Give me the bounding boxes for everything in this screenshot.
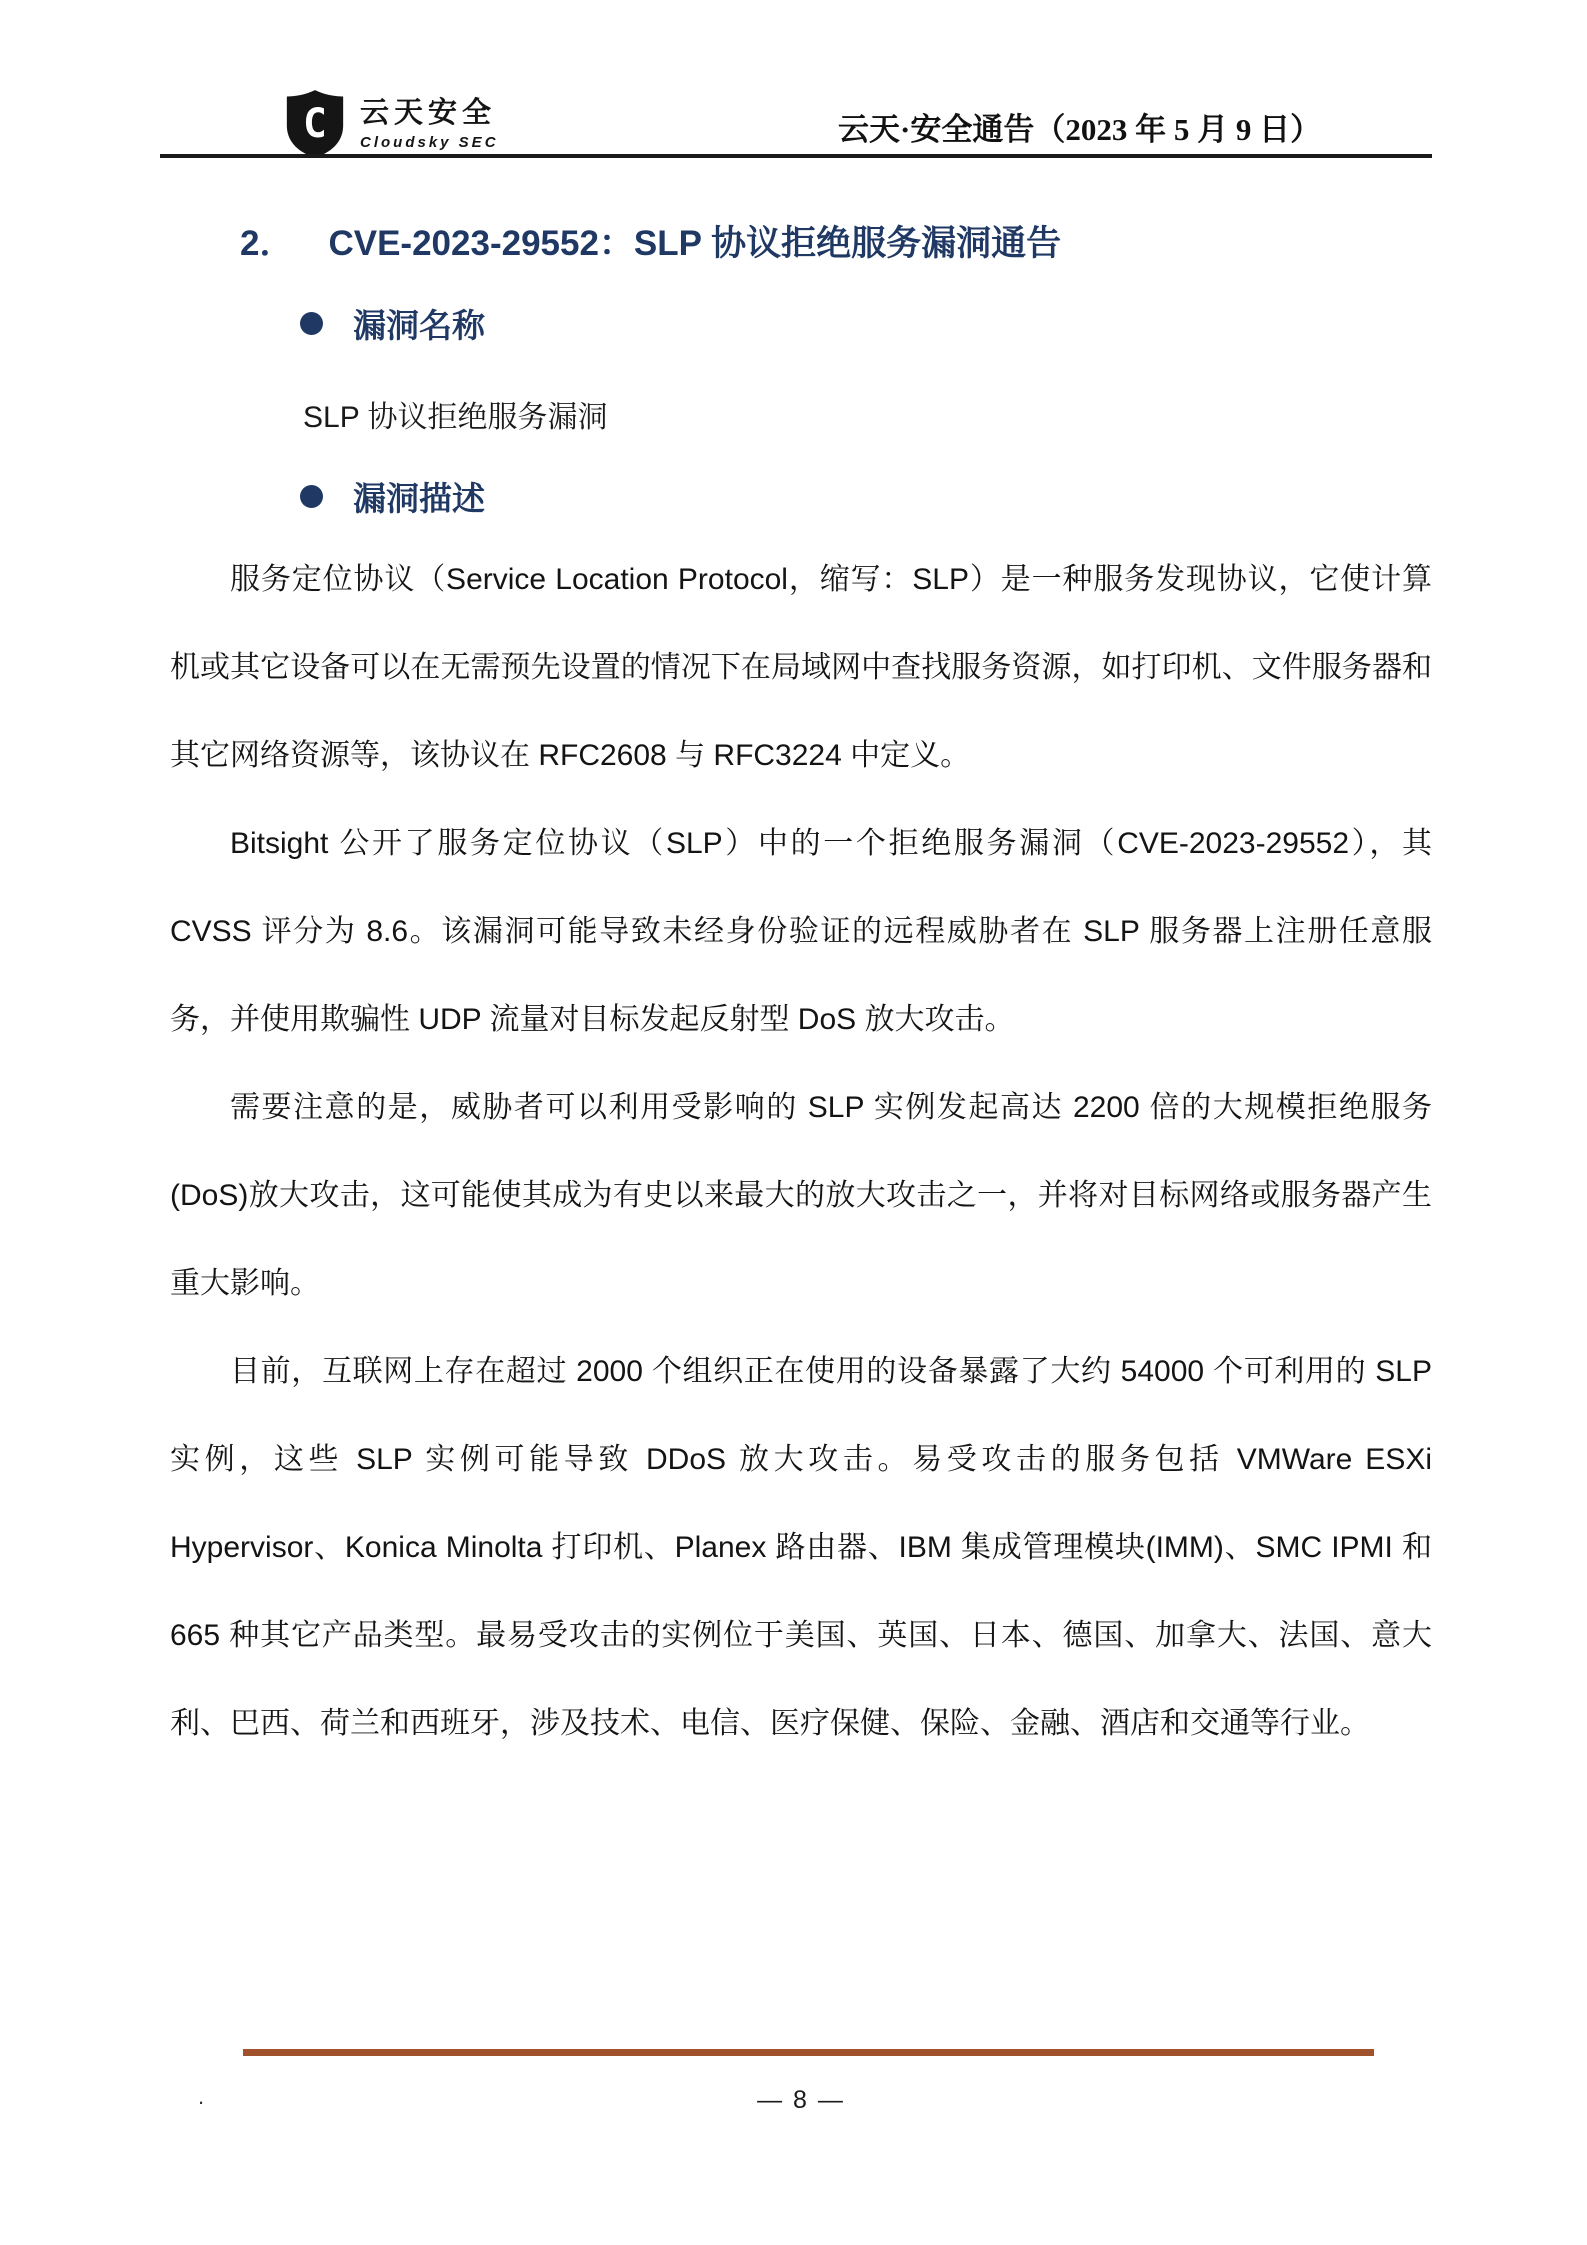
paragraph: 目前，互联网上存在超过 2000 个组织正在使用的设备暴露了大约 54000 个可利用的 SLP 实例，这些 SLP 实例可能导致 DDoS 放大攻击。易受攻击的服务包括 VMWare ESXi Hypervisor、Konica Minolta 打印机、Planex 路由器、IBM 集成管理模块(IMM)、SMC IPMI 和 665 种其它产品类型。最易受攻击的实例位于美国、英国、日本、德国、加拿大、法国、意大利、巴西、荷兰和西班牙，涉及技术、电信、医疗保健、保险、金融、酒店和交通等行业。 (170, 1355, 1432, 1740)
brand-logo (283, 88, 499, 160)
footer-divider (243, 2049, 1374, 2056)
svg-text:C: C (303, 100, 327, 147)
bullet-icon (300, 312, 323, 335)
description-paragraphs (170, 536, 1432, 1768)
header-doc-title: 云天·安全通告（2023 年 5 月 9 日） (838, 112, 1322, 147)
brand-name-en: Cloudsky SEC (360, 133, 499, 151)
subsection-label: 漏洞描述 (353, 480, 485, 517)
page-number: — 8 — (757, 2086, 845, 2114)
header-divider (160, 154, 1432, 158)
paragraph: 需要注意的是，威胁者可以利用受影响的 SLP 实例发起高达 2200 倍的大规模拒绝服务(DoS)放大攻击，这可能使其成为有史以来最大的放大攻击之一，并将对目标网络或服务器产生重大影响。 (170, 1091, 1432, 1300)
section-title: CVE-2023-29552：SLP 协议拒绝服务漏洞通告 (328, 224, 1062, 263)
brand-text (360, 97, 499, 150)
section-number: 2． (240, 224, 295, 263)
subsection-heading-vuln-description (300, 473, 485, 520)
brand-name-cn: 云天安全 (360, 97, 497, 130)
footer-left-mark: . (198, 2084, 205, 2109)
subsection-heading-vuln-name (300, 300, 485, 347)
paragraph: Bitsight 公开了服务定位协议（SLP）中的一个拒绝服务漏洞（CVE-2023-29552），其 CVSS 评分为 8.6。该漏洞可能导致未经身份验证的远程威胁者在 SLP 服务器上注册任意服务，并使用欺骗性 UDP 流量对目标发起反射型 DoS 放大攻击。 (170, 827, 1432, 1036)
vuln-name-text: SLP 协议拒绝服务漏洞 (303, 401, 608, 434)
section-heading (240, 216, 1061, 266)
subsection-label: 漏洞名称 (353, 307, 485, 344)
paragraph: 服务定位协议（Service Location Protocol，缩写：SLP）是一种服务发现协议，它使计算机或其它设备可以在无需预先设置的情况下在局域网中查找服务资源，如打印机、文件服务器和其它网络资源等，该协议在 RFC2608 与 RFC3224 中定义。 (170, 563, 1432, 772)
shield-logo-icon (283, 88, 347, 160)
bullet-icon (300, 485, 323, 508)
